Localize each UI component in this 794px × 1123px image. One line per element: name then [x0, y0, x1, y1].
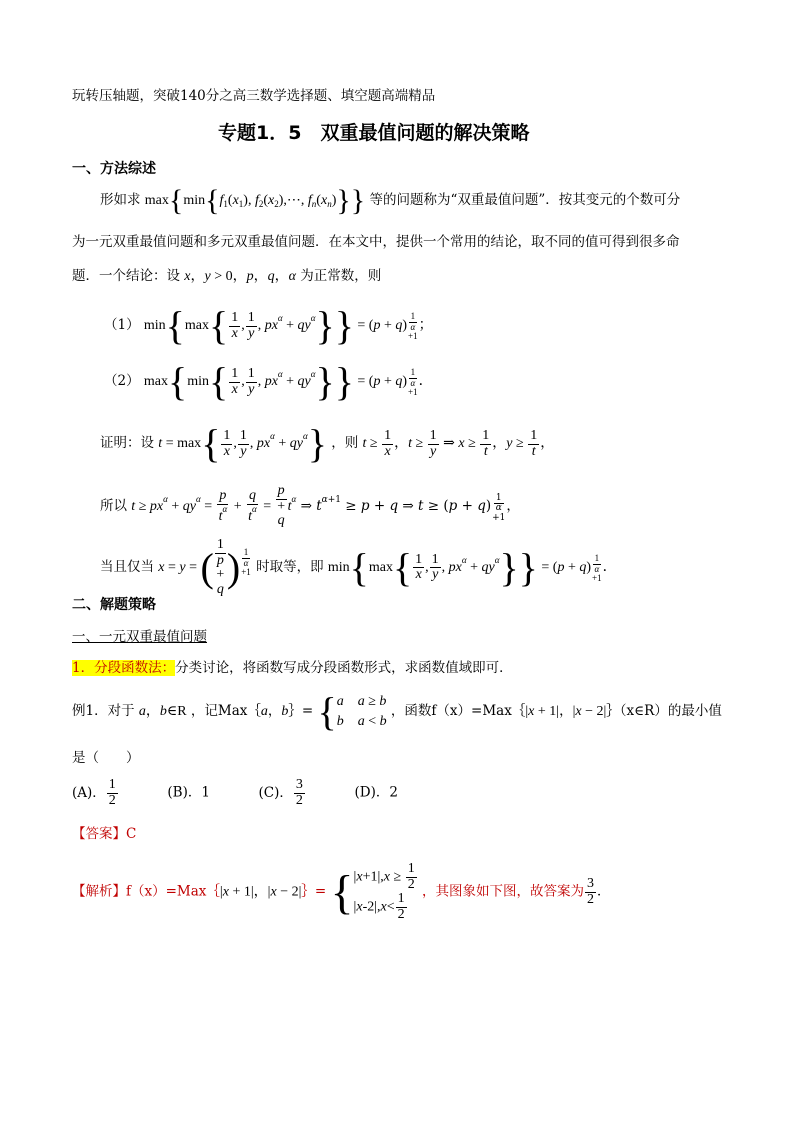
- formula-variables: x，y > 0，p，q，α: [184, 269, 296, 284]
- when-label: 当且仅当: [100, 559, 154, 576]
- example-line-1: 例1．对于 a，b∈R ，记Max｛a，b｝= { a a ≥ b b a < b ，函数f（x）=Max｛|x + 1|，|x − 2|｝（x∈R）的最小值: [72, 689, 722, 734]
- formula-ab-real: a，b∈R: [138, 704, 187, 720]
- para-line-1: [100, 186, 680, 216]
- section2-subheading: 一、一元双重最值问题: [72, 629, 207, 645]
- para-line-3: [72, 264, 381, 285]
- example-mid: ，记Max｛: [190, 703, 261, 720]
- analysis-end: ，其图象如下图，故答案为: [421, 883, 584, 900]
- para-line-3b: 为正常数，则: [300, 268, 382, 284]
- para-suffix: 等的问题称为“双重最值问题”．按其变元的个数可分: [369, 192, 681, 209]
- option-d[interactable]: (D)．2: [354, 784, 398, 801]
- formula-abs-x1: |x + 1|: [525, 704, 560, 720]
- proof-then: ，则: [331, 435, 359, 452]
- para-prefix: 形如求: [100, 192, 141, 209]
- para-line-3a: 题．一个结论：设: [72, 268, 180, 284]
- analysis-answer-value: $\frac{3}{2}$: [586, 875, 594, 907]
- formula-proof-ineq: t ≥ $\frac{1}{x}$ ，t ≥ $\frac{1}{y}$ ⇒ x ≥ $\frac{1}{t}$ ，y ≥ $\frac{1}{t}$ ，: [362, 427, 555, 459]
- example-prefix: 例1．对于: [72, 703, 135, 720]
- example-func: ，函数f（x）=Max｛: [390, 703, 526, 720]
- formula-so: $t \ge px^\alpha + qy^\alpha$ = $\frac{p}{t^\alpha}$ + $\frac{q}{t^\alpha}$ = p + q $t^\alpha$: [131, 483, 297, 529]
- method-line: [72, 656, 513, 676]
- item-2: [104, 359, 433, 404]
- formula-item-2: max{min{ $\frac{1}{x}$ , $\frac{1}{y}$ , $px^\alpha + qy^\alpha\}\} = (p + q)$ 1 α +1．: [143, 359, 433, 404]
- options-row: [72, 778, 398, 808]
- method-text: 分类讨论，将函数写成分段函数形式，求函数值域即可．: [175, 660, 513, 676]
- method-label: 1．分段函数法：: [72, 660, 176, 676]
- para-line-2: 为一元双重最值问题和多元双重最值问题．在本文中，提供一个常用的结论，取不同的值可得到很多命: [72, 234, 680, 250]
- when-line: [100, 538, 617, 598]
- so-label: 所以: [100, 497, 127, 514]
- analysis-label: 【解析】: [72, 883, 126, 900]
- so-line: 所以 $t \ge px^\alpha + qy^\alpha$ = $\frac{p}{t^\alpha}$ + $\frac{q}{t^\alpha}$ = p + q $t^\alpha$ ⇒ $t^{\alpha+1} \ge p + q$ ⇒ t ≥ (p + q) 1 α +1，: [100, 483, 520, 529]
- option-a[interactable]: [72, 777, 119, 808]
- item-2-label: （2）: [104, 373, 140, 390]
- formula-b: b: [281, 704, 289, 720]
- formula-equal: min{max{ $\frac{1}{x}$ , $\frac{1}{y}$ , $px^\alpha + qy^\alpha\}\} = (p + q)$ 1 α +1．: [327, 544, 617, 590]
- example-line-2: 是（ ）: [72, 750, 140, 766]
- option-c-label: (C)．: [258, 784, 293, 801]
- formula-piecewise-max: { a a ≥ b b a < b: [317, 689, 387, 734]
- formula-abs-x2: |x − 2|: [572, 704, 607, 720]
- option-a-value: $\frac{1}{2}$: [108, 777, 116, 808]
- item-1: [104, 303, 433, 348]
- analysis-text: f（x）=Max｛: [126, 883, 220, 900]
- equal-label: 时取等，即: [256, 559, 324, 576]
- option-b[interactable]: (B)．1: [167, 784, 210, 801]
- example-mid2: ｝=: [288, 703, 314, 720]
- example-end: ｝（x∈R）的最小值: [606, 703, 722, 720]
- page-title: 专题1．5 双重最值问题的解决策略: [218, 122, 530, 144]
- option-a-label: (A)．: [72, 784, 106, 801]
- formula-item-1: min{max{ $\frac{1}{x}$ , $\frac{1}{y}$ , $px^\alpha + qy^\alpha\}\} = (p + q)$ 1 α +1；: [143, 303, 433, 348]
- section1-heading: 一、方法综述: [72, 161, 156, 177]
- header-line: 玩转压轴题，突破140分之高三数学选择题、填空题高端精品: [72, 88, 436, 104]
- formula-ab: a: [260, 704, 268, 720]
- formula-proof-t: t = max{ $\frac{1}{x}$ , $\frac{1}{y}$ , $px^\alpha + qy^\alpha$}: [158, 421, 327, 466]
- option-c[interactable]: [258, 777, 306, 808]
- analysis-line: 【解析】f（x）=Max｛|x + 1|，|x − 2|｝= { |x+1|,x ≥ $\frac{1}{2}$ |x-2|,x< $\frac{1}{2}$ ，其图象如下图，故答案为 $\frac{3}{2}$ ．: [72, 861, 611, 923]
- proof-line: [100, 421, 555, 466]
- item-1-label: （1）: [104, 317, 140, 334]
- formula-when: x = y = ( 1 p + q ) 1 α +1: [158, 537, 251, 598]
- formula-max-min: $\max\{\min\{f_1(x_1)$, $f_2(x_2),\cdots$, $f_n(x_n)$}}: [144, 184, 366, 217]
- section2-heading: 二、解题策略: [72, 597, 156, 613]
- answer: 【答案】C: [72, 826, 137, 842]
- formula-analysis-piecewise: { |x+1|,x ≥ $\frac{1}{2}$ |x-2|,x< $\frac{1}{2}$: [330, 861, 415, 923]
- proof-label: 证明：设: [100, 435, 154, 452]
- option-c-value: $\frac{3}{2}$: [295, 777, 303, 808]
- formula-analysis-abs: |x + 1|，|x − 2|: [219, 884, 302, 900]
